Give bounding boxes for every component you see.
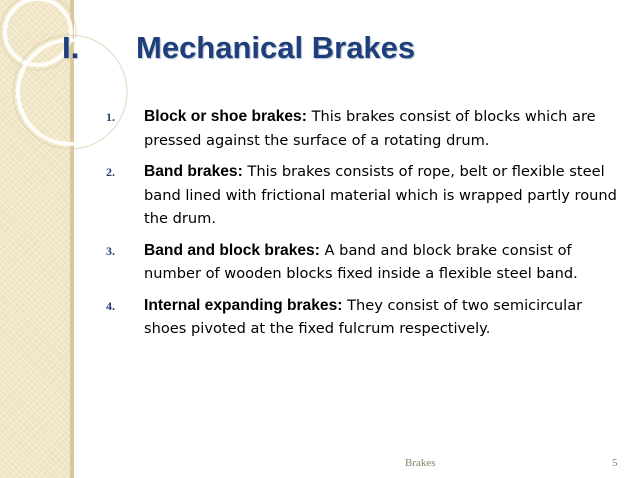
page-number: 5 xyxy=(612,457,618,469)
list-item xyxy=(106,105,626,152)
list-item-text xyxy=(144,160,626,231)
list-item xyxy=(106,160,626,231)
list-item-description: A band and block brake consist of number of wooden blocks fixed inside a flexible steel band. xyxy=(144,241,578,282)
list-item-number: 3. xyxy=(106,243,115,258)
slide-title: Mechanical Brakes xyxy=(136,30,416,65)
footer-title: Brakes xyxy=(405,457,436,469)
list-item-term: Internal expanding brakes: xyxy=(144,296,343,314)
list-item-number: 2. xyxy=(106,165,115,179)
list-item-term: Block or shoe brakes: xyxy=(144,108,307,125)
list-item-text xyxy=(144,294,626,341)
list-item-term: Band and block brakes: xyxy=(144,241,320,259)
list-item-text xyxy=(144,105,626,152)
list-item-description: This brakes consist of blocks which are pressed against the surface of a rotating drum. xyxy=(144,108,596,149)
list-item-description: This brakes consists of rope, belt or flexible steel band lined with frictional material which is wrapped partly round the drum. xyxy=(144,163,617,227)
list-item-number: 4. xyxy=(106,298,115,313)
list-item-number: 1. xyxy=(106,110,115,124)
slide-title-number: I. xyxy=(62,30,80,65)
list-item xyxy=(106,294,626,341)
list-item xyxy=(106,239,626,286)
list-item-term: Band brakes: xyxy=(144,163,243,180)
brake-types-list xyxy=(106,105,626,349)
list-item-text xyxy=(144,239,626,286)
list-item-description: They consist of two semicircular shoes pivoted at the fixed fulcrum respectively. xyxy=(144,296,583,337)
